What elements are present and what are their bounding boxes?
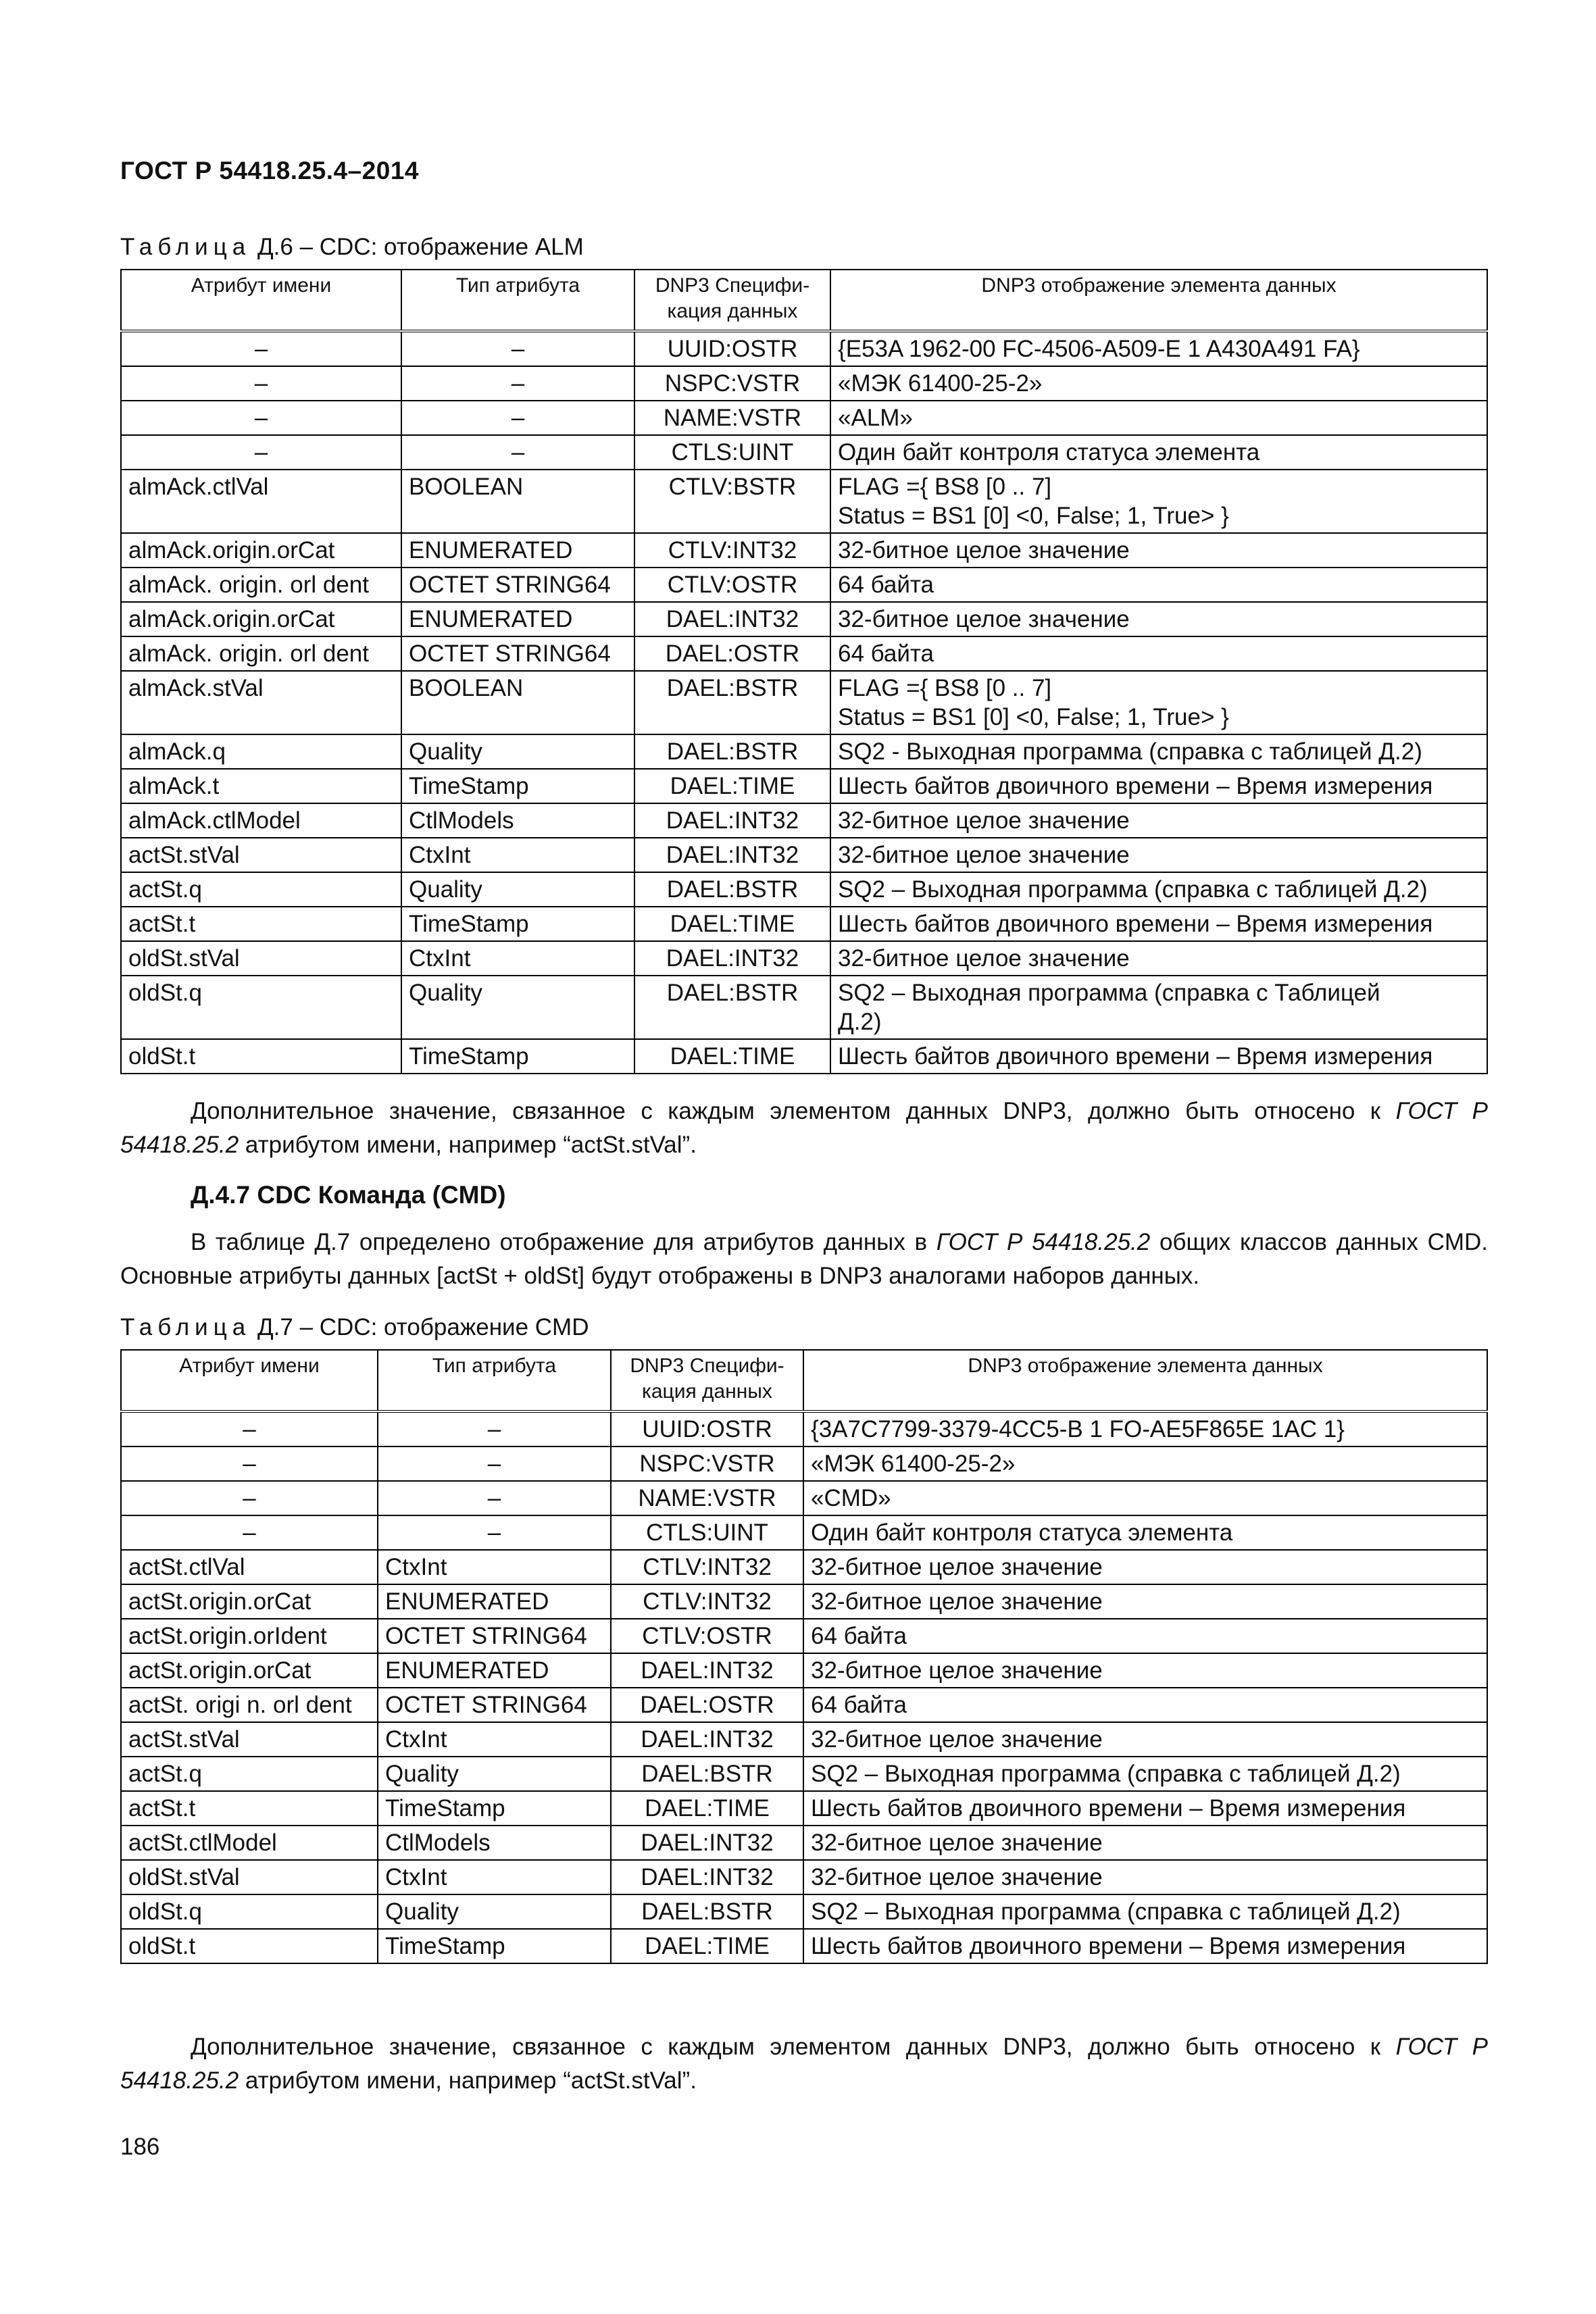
cell-dnp3-mapping: 32-битное целое значение [803,1550,1487,1584]
cell-dnp3-spec: DAEL:BSTR [634,976,830,1039]
cell-dnp3-mapping: Шесть байтов двоичного времени – Время измерения [830,907,1487,941]
cell-dnp3-mapping: 32-битное целое значение [803,1584,1487,1619]
column-header: Атрибут имени [121,1350,378,1411]
paragraph-cmd-gost-ref: ГОСТ Р 54418.25.2 [936,1229,1151,1255]
cell-dnp3-spec: DAEL:OSTR [611,1688,803,1722]
cell-dnp3-mapping: «CMD» [803,1481,1487,1515]
table-row [121,671,1487,734]
table-row [121,1757,1487,1791]
paragraph-alm-note [120,1095,1488,1162]
paragraph-cmd-note-text-end: атрибутом имени, например “actSt.stVal”. [245,2067,697,2094]
cell-attribute-type: BOOLEAN [401,470,634,533]
cell-dnp3-mapping: 32-битное целое значение [803,1860,1487,1894]
paragraph-cmd-note-text-start: Дополнительное значение, связанное с каждым элементом данных DNP3, должно быть относено к [191,2034,1381,2060]
cell-attribute-type: TimeStamp [401,769,634,803]
table-7-caption [120,1314,589,1341]
cell-attribute-name: actSt.origin.orCat [121,1584,378,1619]
table-row [121,1894,1487,1929]
cell-dnp3-spec: NAME:VSTR [611,1481,803,1515]
cell-attribute-type: Quality [401,872,634,907]
table-row [121,331,1487,366]
cell-attribute-name: almAck.ctlModel [121,803,401,838]
column-header: DNP3 Специфи- кация данных [611,1350,803,1411]
cell-attribute-name: oldSt.t [121,1929,378,1963]
cell-attribute-name: – [121,435,401,470]
cell-attribute-name: actSt.origin.orIdent [121,1619,378,1653]
cell-dnp3-spec: DAEL:TIME [634,907,830,941]
table-row [121,976,1487,1039]
table-row [121,366,1487,401]
cell-attribute-name: – [121,1515,378,1550]
cell-attribute-type: CtxInt [378,1550,611,1584]
table-row [121,1929,1487,1963]
cell-attribute-type: Quality [378,1757,611,1791]
cell-dnp3-spec: CTLV:INT32 [611,1550,803,1584]
cell-dnp3-spec: CTLV:BSTR [634,470,830,533]
cell-dnp3-mapping: 32-битное целое значение [803,1653,1487,1688]
cell-dnp3-mapping: 64 байта [830,636,1487,671]
cell-attribute-name: actSt.t [121,907,401,941]
cell-dnp3-spec: NSPC:VSTR [611,1447,803,1481]
cell-attribute-name: actSt.t [121,1791,378,1826]
cell-attribute-type: – [378,1515,611,1550]
table-row [121,602,1487,636]
cell-attribute-type: Quality [378,1894,611,1929]
cell-dnp3-spec: DAEL:INT32 [634,803,830,838]
table-row [121,1411,1487,1447]
cell-attribute-name: oldSt.stVal [121,1860,378,1894]
cell-dnp3-mapping: {E53A 1962-00 FC-4506-A509-E 1 A430A491 FA} [830,331,1487,366]
table-row [121,533,1487,568]
cell-attribute-name: oldSt.t [121,1039,401,1074]
cell-dnp3-spec: DAEL:TIME [611,1929,803,1963]
cell-attribute-name: – [121,331,401,366]
cell-attribute-name: actSt.q [121,872,401,907]
paragraph-cmd-text-end: общих классов данных CMD. Основные атрибуты данных [actSt + oldSt] будут отображены в DNP3 аналогами наборов данных. [120,1229,1488,1289]
table-row [121,1039,1487,1074]
table-row [121,1860,1487,1894]
cell-attribute-type: – [401,401,634,435]
cell-dnp3-spec: DAEL:INT32 [611,1826,803,1860]
cell-attribute-type: – [378,1481,611,1515]
cell-dnp3-mapping: «МЭК 61400-25-2» [803,1447,1487,1481]
table-row [121,1791,1487,1826]
cell-attribute-type: Quality [401,976,634,1039]
cell-attribute-name: almAck.stVal [121,671,401,734]
cell-attribute-type: TimeStamp [401,1039,634,1074]
cell-dnp3-spec: DAEL:BSTR [634,734,830,769]
cell-attribute-name: oldSt.q [121,1894,378,1929]
cell-dnp3-mapping: Шесть байтов двоичного времени – Время измерения [830,1039,1487,1074]
cell-dnp3-mapping: «МЭК 61400-25-2» [830,366,1487,401]
table-row [121,1481,1487,1515]
section-heading-cmd: Д.4.7 CDC Команда (CMD) [191,1181,506,1209]
cell-attribute-type: TimeStamp [401,907,634,941]
table-row [121,941,1487,976]
cell-dnp3-spec: CTLV:INT32 [634,533,830,568]
paragraph-alm-text-start: Дополнительное значение, связанное с каждым элементом данных DNP3, должно быть относено к [191,1098,1381,1124]
table-header-row [121,270,1487,331]
table-row [121,435,1487,470]
cell-dnp3-mapping: SQ2 – Выходная программа (справка с таблицей Д.2) [803,1757,1487,1791]
cell-attribute-name: – [121,401,401,435]
cell-dnp3-spec: DAEL:OSTR [634,636,830,671]
cell-dnp3-spec: DAEL:INT32 [611,1653,803,1688]
column-header: DNP3 Специфи- кация данных [634,270,830,331]
column-header: DNP3 отображение элемента данных [830,270,1487,331]
table-row [121,838,1487,872]
cell-dnp3-spec: UUID:OSTR [611,1411,803,1447]
column-header: Тип атрибута [378,1350,611,1411]
cell-dnp3-spec: DAEL:INT32 [634,602,830,636]
cell-attribute-type: ENUMERATED [378,1653,611,1688]
cell-attribute-type: ENUMERATED [401,602,634,636]
cell-dnp3-mapping: {3A7C7799-3379-4CC5-B 1 FO-AE5F865E 1AC 1} [803,1411,1487,1447]
cell-dnp3-mapping: «ALM» [830,401,1487,435]
cell-attribute-type: OCTET STRING64 [401,636,634,671]
cell-dnp3-mapping: Один байт контроля статуса элемента [803,1515,1487,1550]
cell-attribute-type: ENUMERATED [378,1584,611,1619]
cell-dnp3-mapping: 64 байта [803,1688,1487,1722]
table-row [121,1619,1487,1653]
cell-attribute-name: almAck.ctlVal [121,470,401,533]
cell-attribute-type: TimeStamp [378,1929,611,1963]
cell-dnp3-spec: CTLV:OSTR [611,1619,803,1653]
page-number: 186 [120,2134,160,2160]
table-row [121,470,1487,533]
table-row [121,1447,1487,1481]
table-row [121,1515,1487,1550]
cell-dnp3-mapping: 64 байта [830,568,1487,602]
column-header: DNP3 отображение элемента данных [803,1350,1487,1411]
column-header: Атрибут имени [121,270,401,331]
cell-dnp3-spec: DAEL:BSTR [634,671,830,734]
cell-attribute-type: OCTET STRING64 [378,1688,611,1722]
cell-dnp3-spec: DAEL:INT32 [634,941,830,976]
cell-attribute-name: actSt.ctlModel [121,1826,378,1860]
table-6-cdc-alm [120,269,1488,1074]
cell-attribute-name: almAck.t [121,769,401,803]
table-row [121,401,1487,435]
cell-dnp3-mapping: SQ2 – Выходная программа (справка с таблицей Д.2) [803,1894,1487,1929]
table-row [121,872,1487,907]
cell-dnp3-mapping: SQ2 – Выходная программа (справка с Таблицей Д.2) [830,976,1487,1039]
table-row [121,1653,1487,1688]
cell-attribute-name: actSt.ctlVal [121,1550,378,1584]
cell-attribute-name: actSt.q [121,1757,378,1791]
cell-dnp3-mapping: Один байт контроля статуса элемента [830,435,1487,470]
table-header-row [121,1350,1487,1411]
cell-dnp3-mapping: 32-битное целое значение [830,602,1487,636]
cell-attribute-name: – [121,1481,378,1515]
cell-dnp3-spec: CTLS:UINT [611,1515,803,1550]
document-header: ГОСТ Р 54418.25.4–2014 [120,157,419,184]
cell-attribute-type: – [401,366,634,401]
cell-attribute-name: actSt.stVal [121,838,401,872]
cell-attribute-name: almAck.origin.orCat [121,533,401,568]
cell-dnp3-spec: DAEL:INT32 [611,1860,803,1894]
cell-attribute-name: almAck.q [121,734,401,769]
cell-dnp3-spec: DAEL:TIME [634,769,830,803]
cell-dnp3-spec: DAEL:BSTR [611,1894,803,1929]
table-row [121,568,1487,602]
cell-dnp3-spec: DAEL:BSTR [611,1757,803,1791]
cell-attribute-type: CtxInt [401,838,634,872]
cell-dnp3-spec: DAEL:TIME [611,1791,803,1826]
cell-attribute-name: almAck. origin. orl dent [121,636,401,671]
table-7-caption-title: Д.7 – CDC: отображение CMD [257,1314,589,1340]
table-7-cdc-cmd [120,1349,1488,1964]
cell-attribute-type: – [401,331,634,366]
table-row [121,803,1487,838]
cell-dnp3-mapping: 32-битное целое значение [803,1826,1487,1860]
cell-dnp3-spec: CTLV:OSTR [634,568,830,602]
column-header: Тип атрибута [401,270,634,331]
table-row [121,1826,1487,1860]
cell-attribute-type: – [378,1447,611,1481]
cell-attribute-name: oldSt.stVal [121,941,401,976]
cell-attribute-type: CtxInt [401,941,634,976]
table-row [121,734,1487,769]
cell-attribute-type: TimeStamp [378,1791,611,1826]
cell-dnp3-mapping: SQ2 – Выходная программа (справка с таблицей Д.2) [830,872,1487,907]
cell-dnp3-spec: DAEL:INT32 [634,838,830,872]
cell-dnp3-mapping: SQ2 - Выходная программа (справка с таблицей Д.2) [830,734,1487,769]
table-6-caption [120,234,584,261]
paragraph-alm-text-end: атрибутом имени, например “actSt.stVal”. [245,1132,697,1158]
paragraph-cmd-note [120,2030,1488,2098]
cell-dnp3-mapping: 32-битное целое значение [830,941,1487,976]
cell-dnp3-spec: NAME:VSTR [634,401,830,435]
cell-dnp3-mapping: 32-битное целое значение [803,1722,1487,1757]
paragraph-alm-gost-ref: ГОСТ Р 54418.25.2 [120,1098,1488,1158]
cell-attribute-type: CtlModels [378,1826,611,1860]
cell-attribute-name: actSt. origi n. orl dent [121,1688,378,1722]
cell-dnp3-spec: DAEL:BSTR [634,872,830,907]
cell-attribute-name: actSt.origin.orCat [121,1653,378,1688]
cell-dnp3-mapping: Шесть байтов двоичного времени – Время измерения [830,769,1487,803]
table-row [121,1722,1487,1757]
cell-dnp3-mapping: 32-битное целое значение [830,533,1487,568]
cell-attribute-name: almAck. origin. orl dent [121,568,401,602]
cell-dnp3-mapping: 32-битное целое значение [830,803,1487,838]
cell-attribute-type: Quality [401,734,634,769]
table-row [121,1688,1487,1722]
paragraph-cmd-note-gost-ref: ГОСТ Р 54418.25.2 [120,2034,1488,2094]
table-row [121,1550,1487,1584]
cell-attribute-type: – [378,1411,611,1447]
cell-attribute-type: – [401,435,634,470]
cell-attribute-name: – [121,366,401,401]
cell-dnp3-mapping: Шесть байтов двоичного времени – Время измерения [803,1929,1487,1963]
cell-dnp3-spec: DAEL:TIME [634,1039,830,1074]
cell-attribute-name: oldSt.q [121,976,401,1039]
paragraph-cmd-intro [120,1226,1488,1293]
cell-attribute-name: – [121,1447,378,1481]
cell-attribute-name: actSt.stVal [121,1722,378,1757]
cell-attribute-type: ENUMERATED [401,533,634,568]
cell-attribute-type: CtxInt [378,1860,611,1894]
cell-dnp3-mapping: FLAG ={ BS8 [0 .. 7] Status = BS1 [0] <0, False; 1, True> } [830,671,1487,734]
cell-dnp3-mapping: Шесть байтов двоичного времени – Время измерения [803,1791,1487,1826]
cell-attribute-name: – [121,1411,378,1447]
table-6-caption-word: Таблица [120,234,251,260]
table-row [121,1584,1487,1619]
cell-attribute-type: OCTET STRING64 [401,568,634,602]
cell-attribute-type: OCTET STRING64 [378,1619,611,1653]
cell-dnp3-spec: NSPC:VSTR [634,366,830,401]
table-row [121,636,1487,671]
cell-dnp3-mapping: 64 байта [803,1619,1487,1653]
cell-dnp3-spec: CTLV:INT32 [611,1584,803,1619]
cell-attribute-name: almAck.origin.orCat [121,602,401,636]
cell-attribute-type: BOOLEAN [401,671,634,734]
table-row [121,769,1487,803]
cell-dnp3-spec: CTLS:UINT [634,435,830,470]
table-6-caption-title: Д.6 – CDC: отображение ALM [257,234,584,260]
table-row [121,907,1487,941]
cell-attribute-type: CtlModels [401,803,634,838]
cell-dnp3-spec: UUID:OSTR [634,331,830,366]
cell-dnp3-mapping: FLAG ={ BS8 [0 .. 7] Status = BS1 [0] <0, False; 1, True> } [830,470,1487,533]
paragraph-cmd-text-start: В таблице Д.7 определено отображение для атрибутов данных в [191,1229,928,1255]
table-7-caption-word: Таблица [120,1314,251,1340]
cell-dnp3-mapping: 32-битное целое значение [830,838,1487,872]
cell-attribute-type: CtxInt [378,1722,611,1757]
cell-dnp3-spec: DAEL:INT32 [611,1722,803,1757]
